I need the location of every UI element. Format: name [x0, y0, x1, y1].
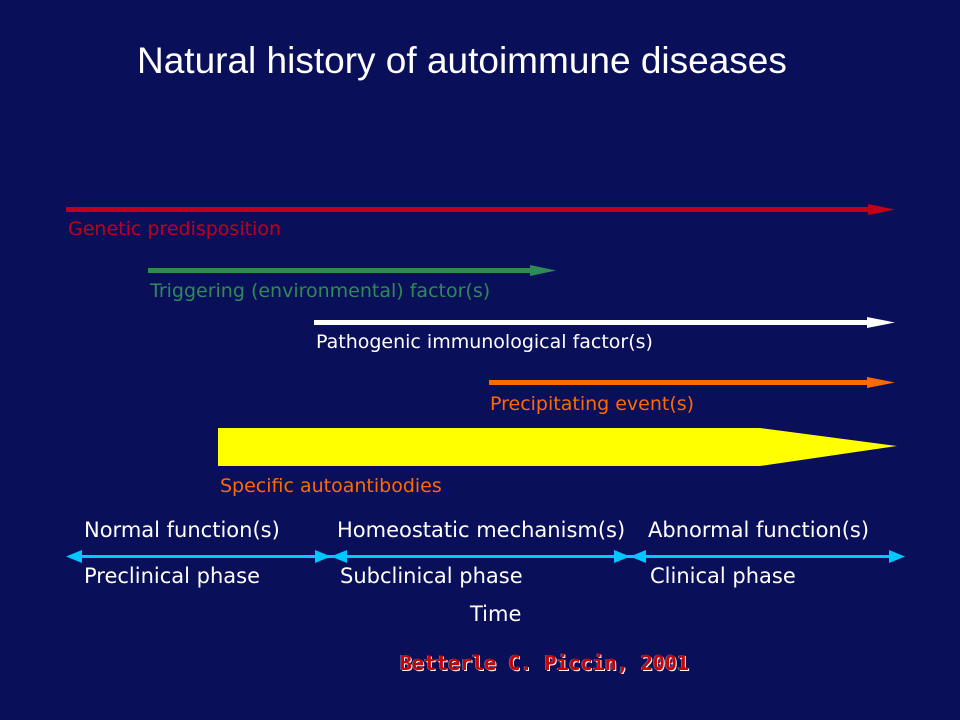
phase-axis	[66, 550, 905, 563]
abnormal-function-label: Abnormal function(s)	[648, 518, 870, 542]
normal-function-label: Normal function(s)	[84, 518, 280, 542]
citation: Betterle C. Piccin, 2001	[400, 651, 689, 675]
preclinical-phase-label: Preclinical phase	[84, 564, 261, 588]
precipitating-event-label: Precipitating event(s)	[490, 393, 695, 415]
autoantibodies-label: Specific autoantibodies	[220, 475, 442, 497]
genetic-predisposition-arrow	[66, 204, 895, 215]
homeostatic-mechanism-label: Homeostatic mechanism(s)	[337, 518, 626, 542]
clinical-phase-label: Clinical phase	[650, 564, 796, 588]
pathogenic-factor-label: Pathogenic immunological factor(s)	[316, 331, 653, 353]
genetic-predisposition-label: Genetic predisposition	[68, 218, 281, 240]
slide-title: Natural history of autoimmune diseases	[137, 40, 787, 81]
pathogenic-factor-arrow	[314, 317, 895, 328]
triggering-factor-arrow	[148, 265, 556, 276]
time-label: Time	[470, 602, 522, 626]
autoantibodies-bar	[218, 428, 897, 466]
triggering-factor-label: Triggering (environmental) factor(s)	[150, 280, 491, 302]
subclinical-phase-label: Subclinical phase	[340, 564, 523, 588]
precipitating-event-arrow	[489, 377, 895, 388]
